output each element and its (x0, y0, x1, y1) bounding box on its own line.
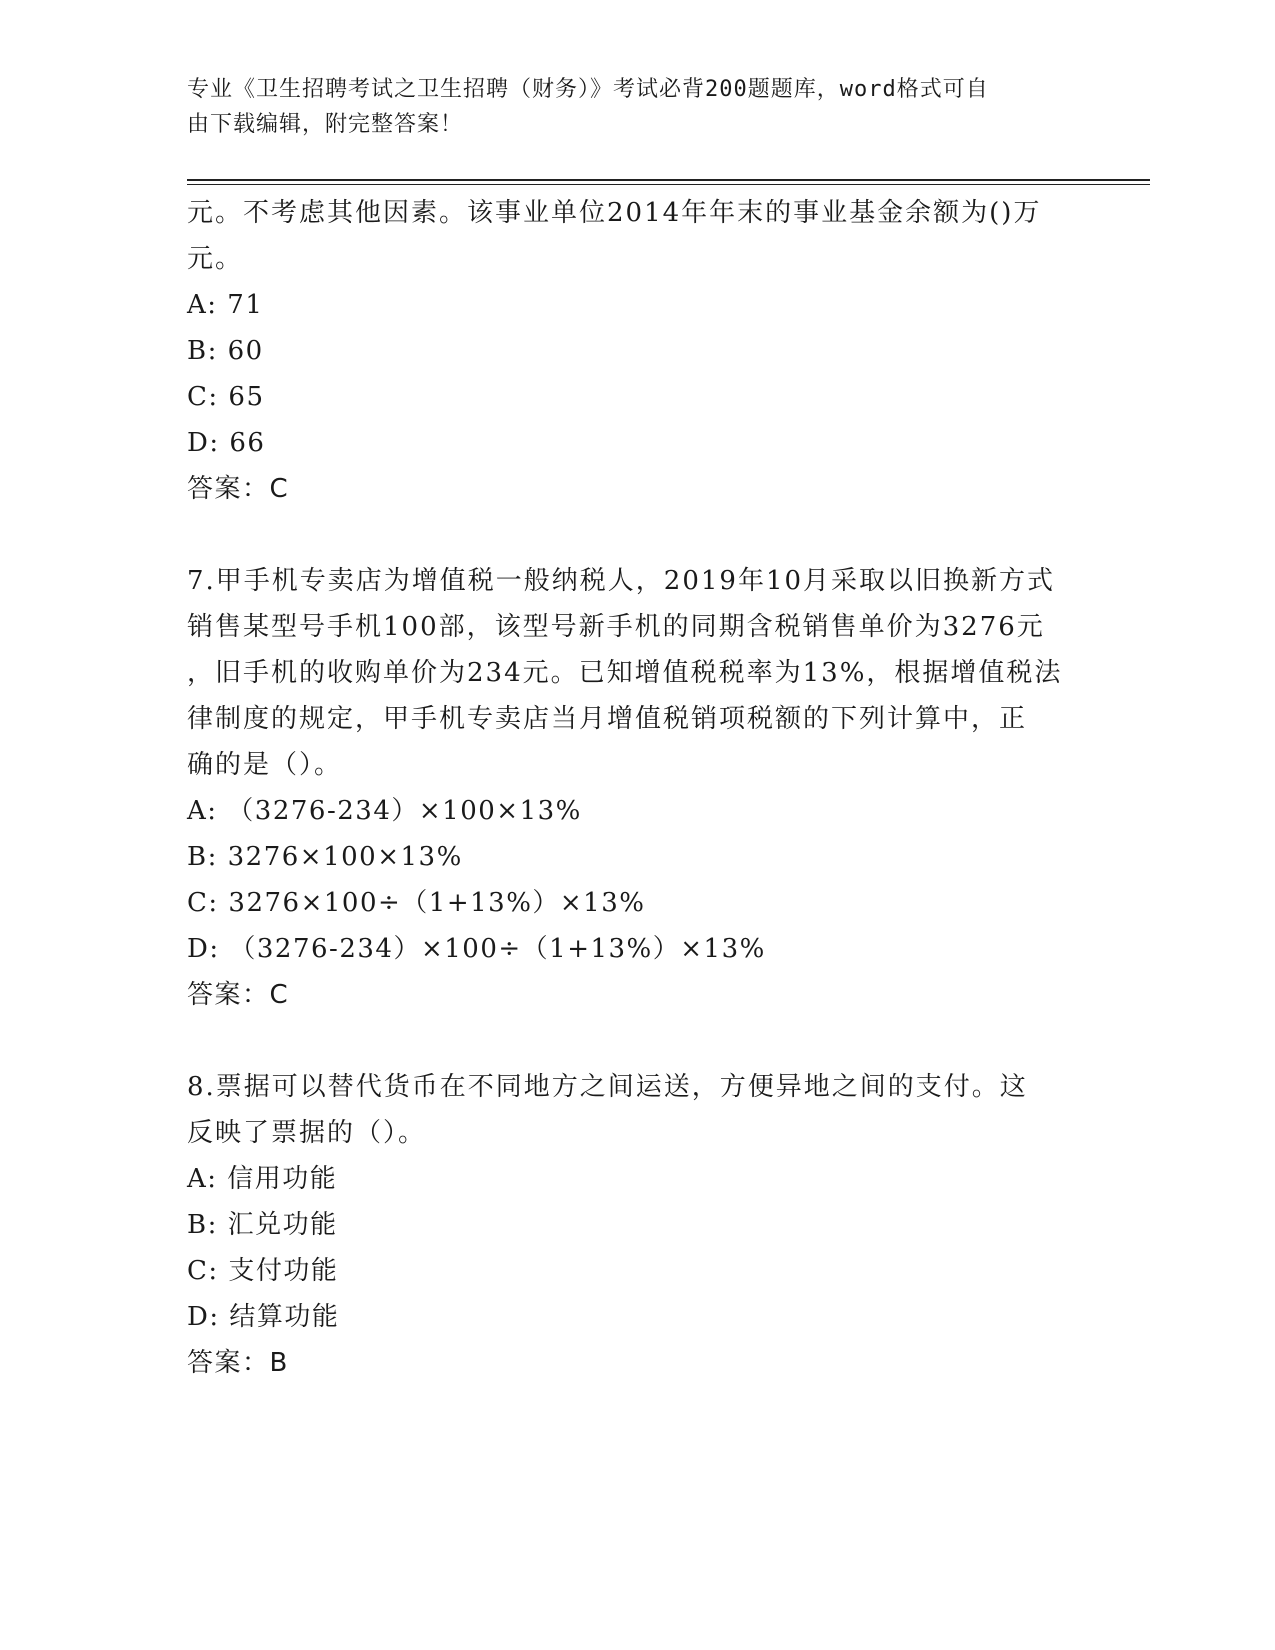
option-b: B: 3276×100×13% (187, 842, 463, 872)
answer-label: 答案：C (187, 980, 290, 1010)
option-c: C: 支付功能 (187, 1256, 339, 1286)
option-d: D: （3276-234）×100÷（1+13%）×13% (187, 934, 766, 964)
question-7 (187, 558, 1087, 1018)
question-text (187, 1064, 1087, 1156)
option-a: A: （3276-234）×100×13% (187, 796, 582, 826)
question-text (187, 558, 1087, 788)
spacer (187, 1018, 1087, 1064)
question-text-line: 反映了票据的（）。 (187, 1118, 427, 1148)
question-text-line: 元。不考虑其他因素。该事业单位2014年年末的事业基金余额为()万 (187, 198, 1042, 228)
option-a: A: 信用功能 (187, 1164, 338, 1194)
question-text-line: 确的是（）。 (187, 750, 343, 780)
answer-label: 答案：B (187, 1348, 289, 1378)
option-c: C: 3276×100÷（1+13%）×13% (187, 888, 646, 918)
question-text (187, 190, 1087, 282)
option-c: C: 65 (187, 382, 265, 412)
spacer (187, 512, 1087, 558)
header-divider-thick (187, 179, 1150, 181)
question-text-line: 律制度的规定，甲手机专卖店当月增值税销项税额的下列计算中，正 (187, 704, 1028, 734)
option-b: B: 60 (187, 336, 264, 366)
option-d: D: 66 (187, 428, 266, 458)
question-continuation (187, 190, 1087, 512)
document-header (187, 72, 1067, 142)
question-text-line: 元。 (187, 244, 244, 274)
question-8 (187, 1064, 1087, 1386)
header-line-1: 专业《卫生招聘考试之卫生招聘（财务）》考试必背200题题库，word格式可自 (187, 77, 989, 102)
question-text-line: 销售某型号手机100部，该型号新手机的同期含税销售单价为3276元 (187, 612, 1045, 642)
question-content (187, 190, 1087, 1386)
header-divider-thin (187, 184, 1150, 185)
question-text-line: ，旧手机的收购单价为234元。已知增值税税率为13%，根据增值税法 (187, 658, 1063, 688)
answer-label: 答案：C (187, 474, 290, 504)
question-text-line: 7.甲手机专卖店为增值税一般纳税人，2019年10月采取以旧换新方式 (187, 566, 1056, 596)
option-d: D: 结算功能 (187, 1302, 340, 1332)
option-b: B: 汇兑功能 (187, 1210, 338, 1240)
question-text-line: 8.票据可以替代货币在不同地方之间运送，方便异地之间的支付。这 (187, 1072, 1028, 1102)
option-a: A: 71 (187, 290, 264, 320)
header-line-2: 由下载编辑，附完整答案！ (187, 112, 464, 137)
